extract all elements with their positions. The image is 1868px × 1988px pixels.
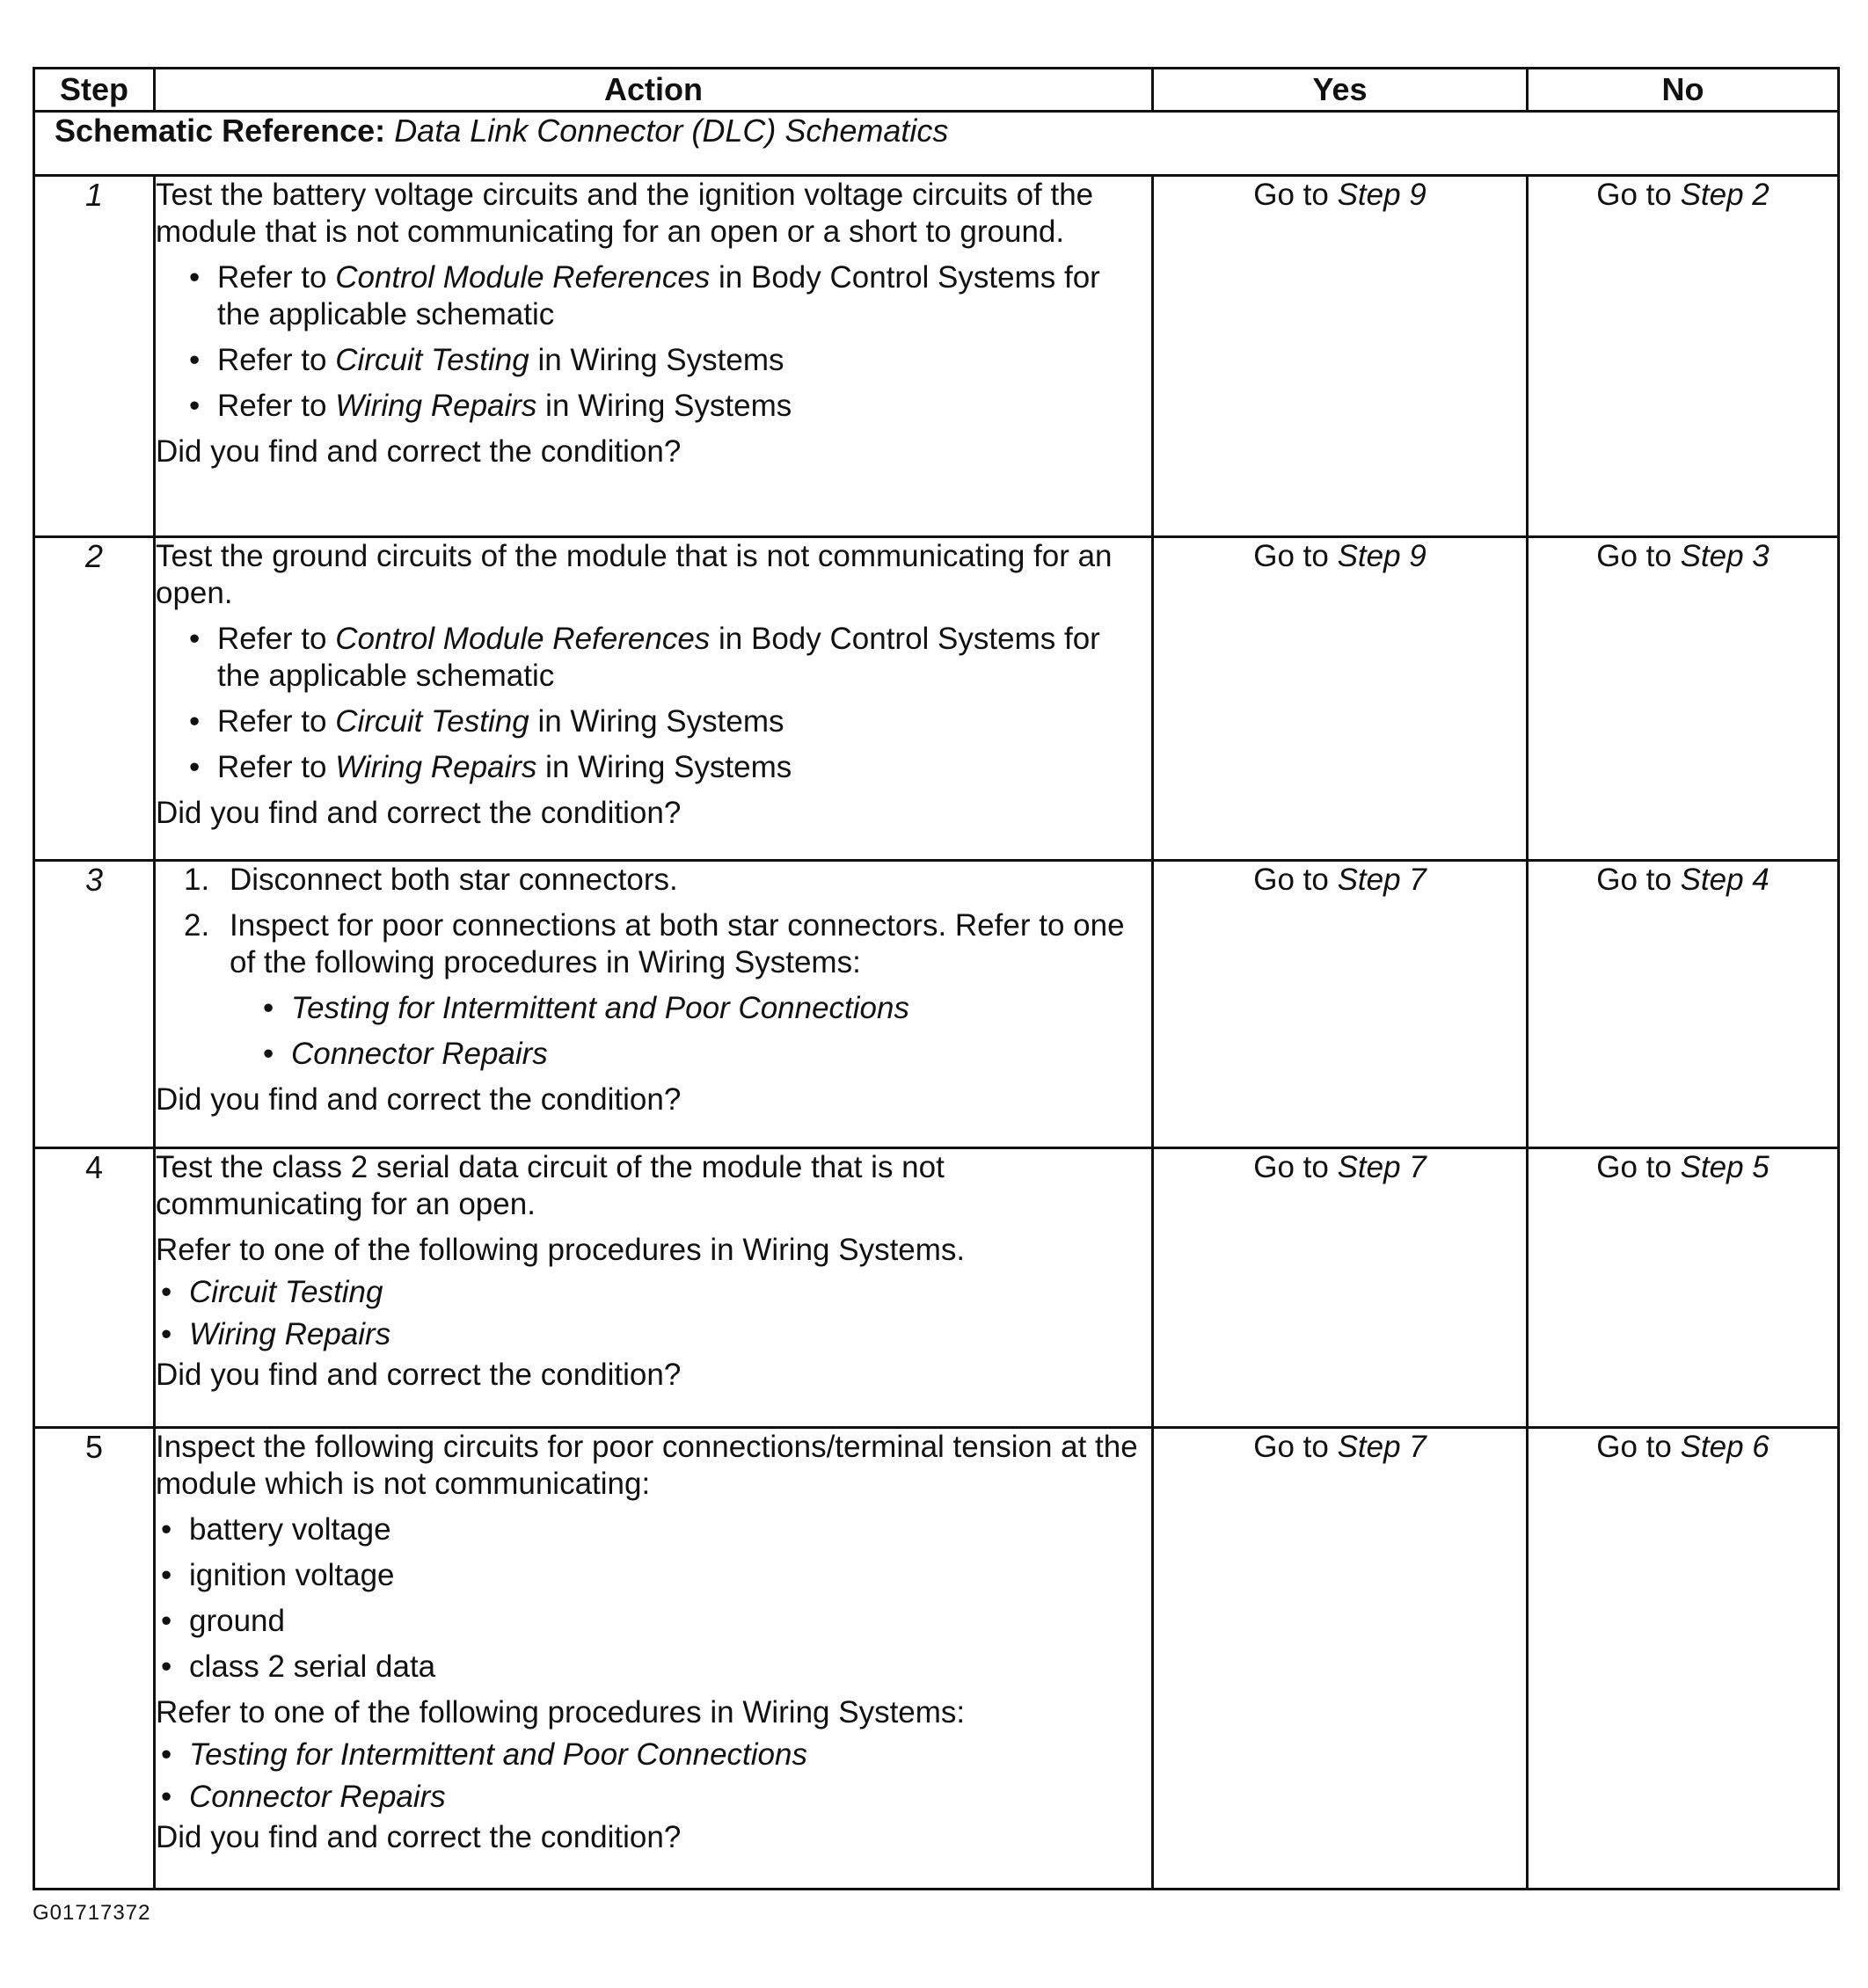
list-item (230, 990, 1151, 1027)
ref-link: Circuit Testing (189, 1275, 383, 1309)
ref-link: Control Module References (335, 260, 711, 295)
list-item: • Refer to Circuit Testing in Wiring Systems (156, 703, 1151, 740)
reference-list (156, 259, 1151, 425)
action-question: Did you find and correct the condition? (156, 1358, 682, 1392)
ref-link: Control Module References (335, 622, 711, 656)
table-row (34, 861, 1839, 1148)
ref-link: Connector Repairs (189, 1780, 446, 1814)
yes-cell: Go to Step 9 (1153, 176, 1528, 537)
ref-link: Wiring Repairs (189, 1317, 391, 1351)
step-number: 5 (34, 1428, 155, 1890)
list-item: • Refer to Wiring Repairs in Wiring Systems (156, 749, 1151, 786)
table-row (34, 1428, 1839, 1890)
schematic-reference-label: Schematic Reference: (55, 113, 386, 149)
header-no: No (1528, 69, 1839, 112)
yes-cell: Go to Step 7 (1153, 1148, 1528, 1428)
list-item (128, 1779, 1151, 1816)
ref-link: Circuit Testing (335, 704, 529, 739)
action-cell (155, 176, 1153, 537)
yes-step: Step 7 (1337, 1150, 1427, 1184)
table-row (34, 537, 1839, 861)
action-question: Did you find and correct the condition? (156, 1820, 682, 1854)
list-item: • class 2 serial data (128, 1649, 1151, 1686)
action-refer: Refer to one of the following procedures in Wiring Systems. (156, 1233, 966, 1267)
diagnostic-table (33, 67, 1840, 1890)
action-question: Did you find and correct the condition? (156, 1082, 682, 1117)
figure-id: G01717372 (33, 1901, 151, 1925)
no-step: Step 4 (1680, 863, 1769, 897)
ref-link: Connector Repairs (291, 1037, 548, 1071)
yes-step: Step 9 (1337, 539, 1427, 573)
list-item (128, 1274, 1151, 1311)
no-cell: Go to Step 4 (1528, 861, 1839, 1148)
ref-link: Wiring Repairs (335, 750, 537, 784)
action-cell (155, 1148, 1153, 1428)
list-item (230, 1036, 1151, 1073)
action-intro: Test the battery voltage circuits and the ignition voltage circuits of the module that is not communicating for an open or a short to ground. (156, 178, 1094, 249)
action-cell (155, 861, 1153, 1148)
schematic-reference-row (34, 112, 1839, 176)
action-intro: Inspect the following circuits for poor connections/terminal tension at the module which is not communicating: (156, 1430, 1138, 1501)
step-number: 1 (34, 176, 155, 537)
numbered-list (156, 862, 1151, 1073)
ref-link: Circuit Testing (335, 343, 529, 377)
list-item: • ignition voltage (128, 1557, 1151, 1594)
action-refer: Refer to one of the following procedures in Wiring Systems: (156, 1695, 966, 1729)
header-step: Step (34, 69, 155, 112)
schematic-reference-value: Data Link Connector (DLC) Schematics (394, 113, 949, 149)
schematic-reference (34, 112, 1839, 176)
action-question: Did you find and correct the condition? (156, 796, 682, 830)
no-step: Step 2 (1680, 178, 1769, 212)
circuit-list (128, 1511, 1151, 1686)
step-number: 2 (34, 537, 155, 861)
action-cell (155, 537, 1153, 861)
list-item: 2. Inspect for poor connections at both star connectors. Refer to one of the following procedures in Wiring Systems: • Testing for Intermittent and Poor Connections • Connector Repairs (156, 907, 1151, 1073)
yes-step: Step 7 (1337, 1430, 1427, 1464)
yes-step: Step 9 (1337, 178, 1427, 212)
table-header-row (34, 69, 1839, 112)
list-item: 1. Disconnect both star connectors. (184, 863, 678, 897)
list-item: • Refer to Circuit Testing in Wiring Systems (156, 342, 1151, 379)
list-item: • Refer to Control Module References in Body Control Systems for the applicable schematic (156, 621, 1151, 695)
step-number: 4 (34, 1148, 155, 1428)
no-cell: Go to Step 6 (1528, 1428, 1839, 1890)
header-action: Action (155, 69, 1153, 112)
no-step: Step 3 (1680, 539, 1769, 573)
yes-cell: Go to Step 7 (1153, 861, 1528, 1148)
step-number: 3 (34, 861, 155, 1148)
action-intro: Test the class 2 serial data circuit of the module that is not communicating for an open. (156, 1150, 945, 1221)
no-cell: Go to Step 3 (1528, 537, 1839, 861)
yes-cell: Go to Step 7 (1153, 1428, 1528, 1890)
list-item: • battery voltage (128, 1511, 1151, 1548)
sub-list (230, 990, 1151, 1073)
table-row (34, 1148, 1839, 1428)
yes-cell: Go to Step 9 (1153, 537, 1528, 861)
reference-list (128, 1737, 1151, 1816)
list-item: • Refer to Control Module References in Body Control Systems for the applicable schematic (156, 259, 1151, 333)
list-item: • ground (128, 1603, 1151, 1640)
list-item: • Refer to Wiring Repairs in Wiring Systems (156, 388, 1151, 425)
header-yes: Yes (1153, 69, 1528, 112)
table-row (34, 176, 1839, 537)
no-step: Step 5 (1680, 1150, 1769, 1184)
yes-step: Step 7 (1337, 863, 1427, 897)
action-question: Did you find and correct the condition? (156, 434, 682, 469)
ref-link: Wiring Repairs (335, 389, 537, 423)
reference-list (156, 621, 1151, 786)
no-cell: Go to Step 5 (1528, 1148, 1839, 1428)
no-cell: Go to Step 2 (1528, 176, 1839, 537)
reference-list (128, 1274, 1151, 1353)
ref-link: Testing for Intermittent and Poor Connections (291, 991, 909, 1025)
action-cell (155, 1428, 1153, 1890)
list-item (128, 1737, 1151, 1773)
no-step: Step 6 (1680, 1430, 1769, 1464)
ref-link: Testing for Intermittent and Poor Connections (189, 1737, 807, 1772)
action-intro: Test the ground circuits of the module that is not communicating for an open. (156, 539, 1113, 610)
list-item (128, 1316, 1151, 1353)
